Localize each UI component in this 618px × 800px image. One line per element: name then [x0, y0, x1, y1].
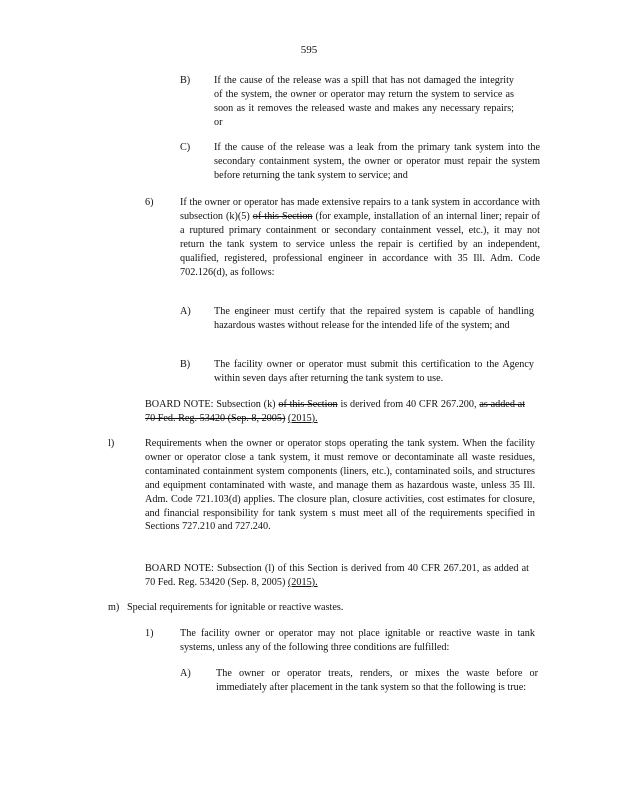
item-6-struck-text: of this Section [252, 210, 313, 222]
item-6b-label: B) [180, 359, 191, 370]
item-6b-text: The facility owner or operator must submit this certification to the Agency within seven days after returning the tank system to use. [214, 359, 534, 384]
item-l-text: Requirements when the owner or operator stops operating the tank system. When the facility owner or operator close a tank system, it must remove or decontaminate all waste residues, contaminated containment system components (liners, etc.), contaminated soils, and structures and equipment contaminated with waste, and manage them as hazardous waste, unless 35 Ill. Adm. Code 721.103(d) applies. The closure plan, closure activities, cost estimates for closure, and financial responsibility for tank system s must meet all of the requirements specified in Sections 727.210 and 727.240. [145, 438, 535, 533]
item-m1-label: 1) [145, 628, 154, 639]
item-6a-label: A) [180, 306, 191, 317]
board-note-l [145, 562, 529, 590]
board-note-l-underlined: (2015). [287, 576, 318, 588]
item-c-label: C) [180, 142, 191, 153]
item-m1a-text: The owner or operator treats, renders, or mixes the waste before or immediately after placement in the tank system so that the following is true: [216, 668, 538, 693]
item-c-text: If the cause of the release was a leak from the primary tank system into the secondary containment system, the owner or operator must repair the system before returning the tank system to service; and [214, 142, 540, 181]
page-number: 595 [300, 44, 318, 56]
item-m1a-label: A) [180, 668, 191, 679]
board-note-k-struck-2: as added at 70 Fed. Reg. 53420 (Sep. 8, 2005) [145, 399, 526, 424]
item-b-label: B) [180, 75, 191, 86]
item-m1-text: The facility owner or operator may not place ignitable or reactive waste in tank systems, unless any of the following three conditions are fulfilled: [180, 628, 535, 653]
board-note-k-after: (2015). [287, 412, 318, 424]
item-6a-text: The engineer must certify that the repaired system is capable of handling hazardous wastes without release for the intended life of the system; and [214, 306, 534, 331]
item-6-text-before: If the owner or operator has made extensive repairs to a tank system in accordance with subsection (k)(5) [180, 197, 540, 222]
item-m-text: Special requirements for ignitable or reactive wastes. [127, 602, 344, 613]
item-b-text: If the cause of the release was a spill that has not damaged the integrity of the system, the owner or operator may return the system to service as soon as it removes the released waste and makes any necessary repairs; or [214, 75, 514, 128]
board-note-k-struck-1: of this Section [278, 399, 338, 410]
item-6-text-after: (for example, installation of an internal liner; repair of a ruptured primary containment or secondary containment vessel, etc.), it may not return the tank system to service unless the repair is certified by an independent, qualified, registered, professional engineer in accordance with 35 Ill. Adm. Code 702.126(d), as follows: [180, 210, 540, 278]
item-6-label: 6) [145, 197, 154, 208]
item-6-text [180, 196, 540, 279]
item-l-label: l) [108, 438, 115, 449]
item-m-label: m) [108, 602, 120, 613]
board-note-k-before: BOARD NOTE: Subsection (k) [145, 399, 276, 410]
board-note-k [145, 398, 525, 426]
board-note-l-before: BOARD NOTE: Subsection (l) of this Section is derived from 40 CFR 267.201, as added at 70 Fed. Reg. 53420 (Sep. 8, 2005) [145, 563, 529, 588]
board-note-k-middle: is derived from 40 CFR 267.200, [340, 399, 477, 410]
